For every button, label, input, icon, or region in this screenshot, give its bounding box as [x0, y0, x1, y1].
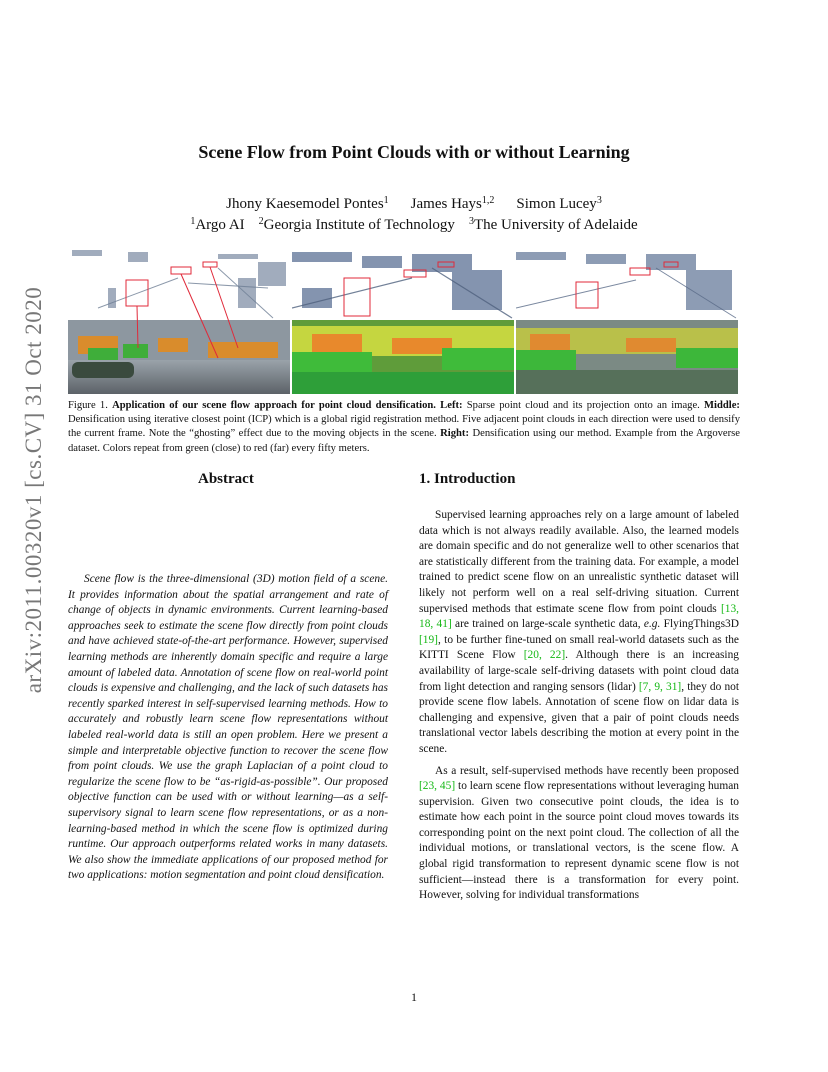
caption-left-text: Sparse point cloud and its projection onto an image. — [466, 400, 700, 411]
author-3: Simon Lucey — [516, 196, 597, 212]
affiliation-3-sup: 3 — [468, 216, 474, 227]
affiliation-1-sup: 1 — [190, 216, 196, 227]
introduction-heading: 1. Introduction — [419, 471, 516, 487]
abstract-body: Scene flow is the three-dimensional (3D) motion field of a scene. It provides information about the spatial arrangement and rate of change of objects in dynamic environments. Current learning-based approaches seek to estimate the scene flow directly from point clouds and have achieved state-of-the-art performance. However, supervised learning methods are inherently domain specific and require a large amount of labeled data. Annotation of scene flow on real-world point clouds is expensive and challenging, and the lack of such datasets has recently sparked interest in self-supervised learning methods. How to accurately and robustly learn scene flow representations without labeled real-world data is still an open problem. Here we present a simple and interpretable objective function to recover the scene flow from point clouds. We use the graph Laplacian of a point cloud to regularize the scene flow to be “as-rigid-as-possible”. Our proposed objective function can be used with or without learning—as a self-supervisory signal to learn scene flow representations, or as a non-learning-based method in which the scene flow is optimized during runtime. Our approach outperforms related works in many datasets. We also show the immediate applications of our proposed method for two applications: motion segmentation and point cloud densification. — [68, 573, 388, 882]
citation-link[interactable]: [20, 22] — [523, 649, 566, 662]
intro-p1-part-b: are trained on large-scale synthetic data, — [451, 618, 644, 631]
intro-p1-part-e: . Although there is an increasing availability of large-scale self-driving datasets with point cloud data from light detection and ranging sensors (lidar) — [419, 649, 739, 693]
intro-p1-part-c: FlyingThings3D — [660, 618, 739, 631]
author-names — [0, 194, 828, 215]
citation-link[interactable]: [7, 9, 31] — [638, 680, 682, 693]
author-3-sup: 3 — [596, 195, 602, 206]
figure-1-caption — [68, 399, 740, 456]
caption-middle-label: Middle: — [704, 400, 740, 411]
author-2-sup: 1,2 — [481, 195, 495, 206]
arxiv-identifier — [14, 286, 54, 694]
author-block — [0, 194, 828, 236]
intro-p2-part-a: As a result, self-supervised methods have recently been proposed — [435, 764, 739, 777]
abstract-text — [68, 572, 388, 884]
introduction-text — [419, 508, 739, 910]
intro-paragraph-1 — [419, 508, 739, 758]
author-1-sup: 1 — [383, 195, 389, 206]
intro-p1-part-f: , they do not provide scene flow labels. Annotation of scene flow on lidar data is challenging and expensive, given that a pair of point clouds needs translational vector labels describing the motion at every point in the scene. — [419, 680, 739, 755]
figure-1 — [68, 248, 738, 394]
intro-p2-part-b: to learn scene flow representations without leveraging human supervision. Given two consecutive point clouds, the idea is to estimate how each point in the source point cloud moves towards its corresponding point on the next point cloud. The collection of all the individual motions, or translational vectors, is the scene flow. A global rigid transformation to represent dynamic scene flow is not sufficient—instead there is a transformation for every point. However, solving for individual transformations — [419, 780, 739, 902]
abstract-heading: Abstract — [198, 471, 254, 487]
caption-right-text: Densification using our method. Example from the Argoverse dataset. Colors repeat from green (close) to red (far) every fifty meters. — [68, 428, 740, 454]
caption-left-label: Left: — [440, 400, 463, 411]
author-2: James Hays — [410, 196, 482, 212]
intro-eg: e.g. — [643, 618, 661, 631]
affiliations — [0, 215, 828, 236]
author-1: Jhony Kaesemodel Pontes — [226, 196, 384, 212]
affiliation-2-sup: 2 — [258, 216, 264, 227]
intro-p1-part-a: Supervised learning approaches rely on a large amount of labeled data which is not always readily available. Also, the learned models are domain specific and do not generalize well to other scenarios that are statistically different from the training data. For example, a model trained to predict scene flow on an unrealistic synthetic dataset will likely not perform well on a real self-driving situation. Current supervised methods that estimate scene flow from point clouds — [419, 509, 739, 615]
caption-middle-text: Densification using iterative closest point (ICP) which is a global rigid registration method. Five adjacent point clouds in each direction were used to densify the current frame. Note the “ghosting” effect due to the moving objects in the scene. — [68, 414, 740, 440]
our-method-densification-panel — [516, 248, 738, 394]
caption-right-label: Right: — [440, 428, 469, 440]
arxiv-id-text: arXiv:2011.00320v1 [cs.CV] 31 Oct 2020 — [21, 286, 46, 694]
affiliation-2: Georgia Institute of Technology — [263, 217, 455, 233]
affiliation-3: The University of Adelaide — [473, 217, 638, 233]
caption-label: Figure 1. — [68, 400, 108, 411]
intro-p1-part-d: , to be further fine-tuned on small real-world datasets such as the KITTI Scene Flow — [419, 633, 739, 662]
affiliation-1: Argo AI — [195, 217, 245, 233]
sparse-point-cloud-panel — [68, 248, 290, 394]
citation-link[interactable]: [19] — [419, 633, 438, 646]
paper-title: Scene Flow from Point Clouds with or without Learning — [198, 142, 630, 162]
citation-link[interactable]: [23, 45] — [419, 780, 456, 793]
intro-paragraph-2 — [419, 764, 739, 904]
icp-densification-panel — [292, 248, 514, 394]
citation-link[interactable]: [13, 18, 41] — [419, 602, 739, 631]
page-number: 1 — [411, 990, 417, 1004]
caption-title: Application of our scene flow approach for point cloud densification. — [112, 400, 436, 411]
